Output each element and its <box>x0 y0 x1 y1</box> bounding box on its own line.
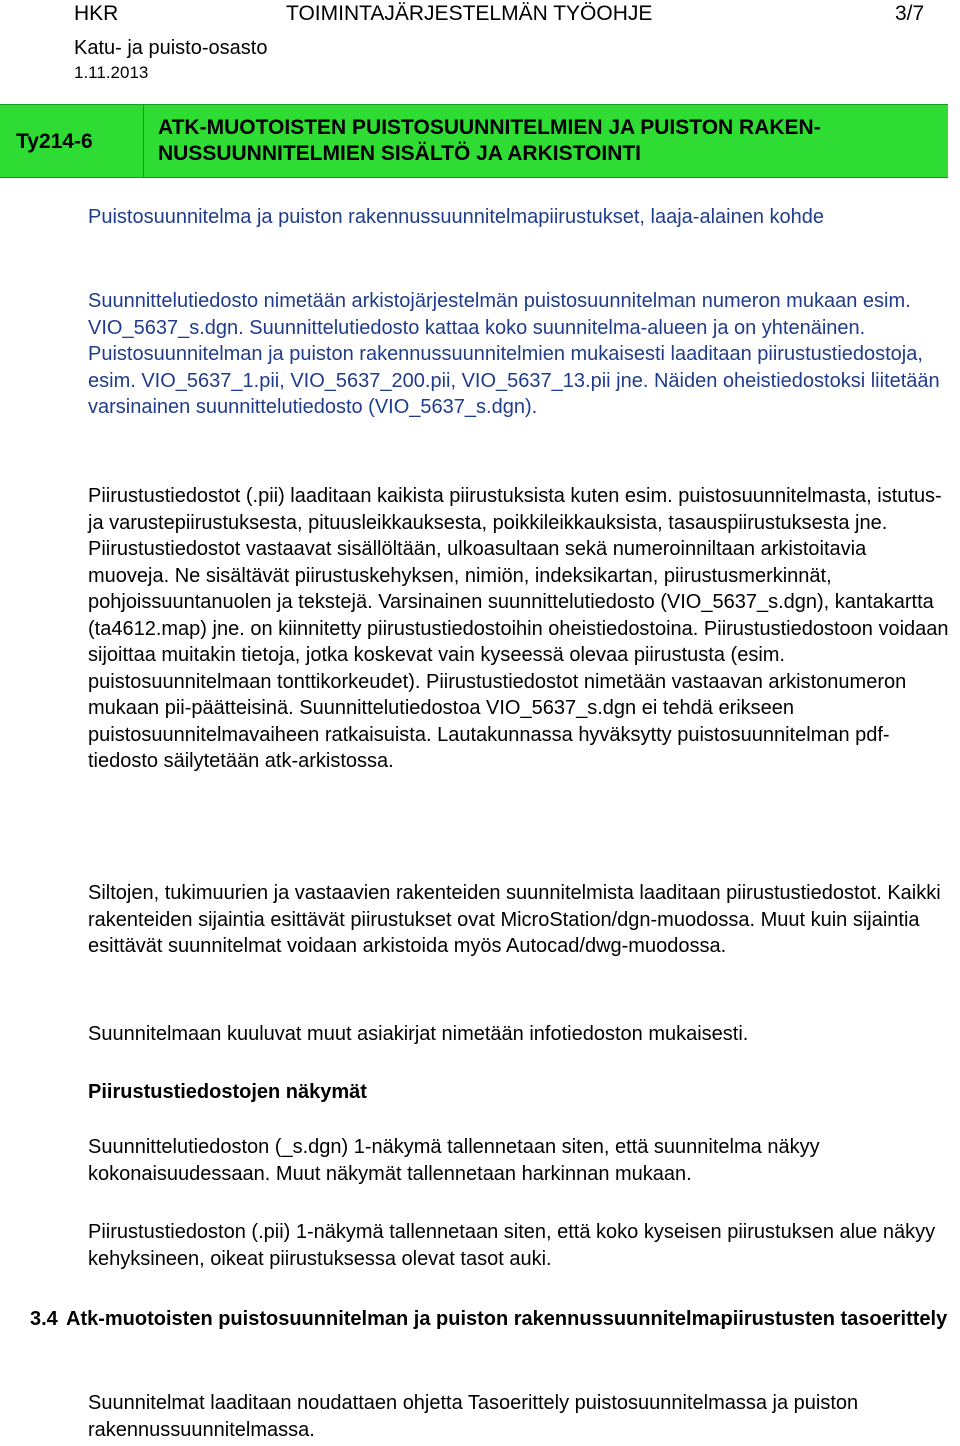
paragraph-design-file-view: Suunnittelutiedoston (_s.dgn) 1-näkymä tallennetaan siten, että suunnitelma näkyy kokonaisuudessaan. Muut näkymät tallennetaan harkinnan mukaan. <box>88 1136 820 1185</box>
page-number: 3/7 <box>895 2 925 25</box>
department-name: Katu- ja puisto-osasto <box>74 37 268 59</box>
paragraph-layer-instructions: Suunnitelmat laaditaan noudattaen ohjetta Tasoerittely puistosuunnitelmassa ja puiston rakennussuunnitelmassa. <box>88 1392 859 1441</box>
paragraph-drawing-file-view: Piirustustiedoston (.pii) 1-näkymä tallennetaan siten, että koko kyseisen piirustuksen alue näkyy kehyksineen, oikeat piirustuksessa olevat tasot auki. <box>88 1221 936 1270</box>
paragraph-drawing-files: Piirustustiedostot (.pii) laaditaan kaikista piirustuksista kuten esim. puistosuunnitelmasta, istutus- ja varustepiirustuksesta, pituusleikkauksesta, poikkileikkauksista, tasauspiirustuksesta jne. Piirustustiedostot vastaavat sisällöltään, ulkoasultaan sekä numeroinniltaan arkistoitavia muoveja. Ne sisältävät piirustuskehyksen, nimiön, indeksikartan, piirustusmerkinnät, pohjoissuuntanuolen ja tekstejä. Varsinainen suunnittelutiedosto (VIO_5637_s.dgn), kantakartta (ta4612.map) jne. on kiinnitetty piirustustiedostoihin oheistiedostoina. Piirustustiedostoon voidaan sijoittaa muitakin tietoja, jotka koskevat vain kyseessä olevaa piirustusta (esim. puistosuunnitelmaan tonttikorkeudet). Piirustustiedostot nimetään vastaavan arkistonumeron mukaan pii-päätteisinä. Suunnittelutiedostoa VIO_5637_s.dgn ei tehdä erikseen puistosuunnitelmavaiheen ratkaisuista. Lautakunnassa hyväksytty puistosuunnitelman pdf-tiedosto säilytetään atk-arkistossa. <box>88 485 949 772</box>
section-number: 3.4 <box>30 1308 58 1330</box>
section-title: Atk-muotoisten puistosuunnitelman ja puiston rakennussuunnitelmapiirustusten tasoerittely <box>66 1308 948 1330</box>
document-date: 1.11.2013 <box>74 63 149 82</box>
heading-views: Piirustustiedostojen näkymät <box>88 1081 367 1103</box>
org-name: HKR <box>74 2 119 25</box>
instruction-code: Ty214-6 <box>16 130 93 153</box>
paragraph-other-documents: Suunnitelmaan kuuluvat muut asiakirjat nimetään infotiedoston mukaisesti. <box>88 1023 749 1045</box>
section-subtitle: Puistosuunnitelma ja puiston rakennussuunnitelmapiirustukset, laaja-alainen kohde <box>88 206 825 228</box>
paragraph-structures: Siltojen, tukimuurien ja vastaavien rakenteiden suunnitelmista laaditaan piirustustiedostot. Kaikki rakenteiden sijaintia esittävät piirustukset ovat MicroStation/dgn-muodossa. Muut kuin sijaintia esittävät suunnitelmat voidaan arkistoida myös Autocad/dwg-muodossa. <box>88 882 941 957</box>
document-type-title: TOIMINTAJÄRJESTELMÄN TYÖOHJE <box>286 2 653 25</box>
paragraph-naming-rules: Suunnittelutiedosto nimetään arkistojärjestelmän puistosuunnitelman numeron mukaan esim. VIO_5637_s.dgn. Suunnittelutiedosto kattaa koko suunnitelma-alueen ja on yhtenäinen. Puistosuunnitelman ja puiston rakennussuunnitelmien mukaisesti laaditaan piirustustiedostoja, esim. VIO_5637_1.pii, VIO_5637_200.pii, VIO_5637_13.pii jne. Näiden oheistiedostoksi liitetään varsinainen suunnittelutiedosto (VIO_5637_s.dgn). <box>88 290 940 418</box>
instruction-title: ATK-MUOTOISTEN PUISTOSUUNNITELMIEN JA PUISTON RAKEN-NUSSUUNNITELMIEN SISÄLTÖ JA ARKISTOINTI <box>158 116 821 165</box>
title-banner <box>0 104 948 178</box>
banner-divider <box>143 105 144 177</box>
